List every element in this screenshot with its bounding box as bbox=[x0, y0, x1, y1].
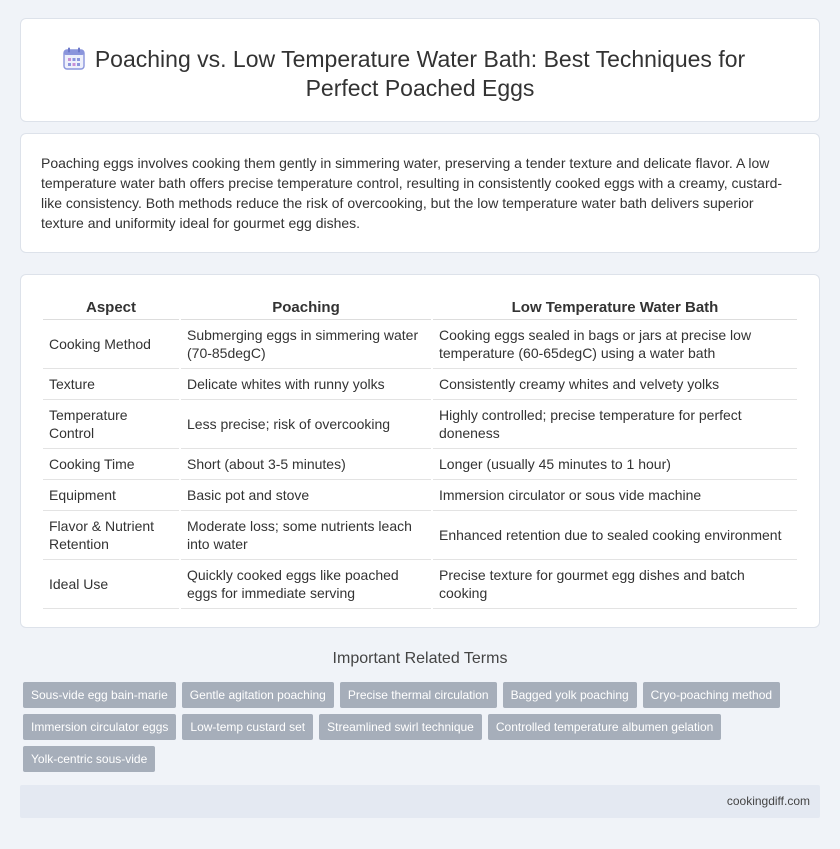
related-term-tag[interactable]: Yolk-centric sous-vide bbox=[23, 746, 155, 772]
column-header-water-bath: Low Temperature Water Bath bbox=[433, 295, 797, 320]
page-title: Poaching vs. Low Temperature Water Bath: Best Techniques for Perfect Poached Eggs bbox=[94, 46, 746, 101]
comparison-table-card bbox=[20, 274, 820, 628]
table-cell: Ideal Use bbox=[43, 560, 179, 609]
table-cell: Equipment bbox=[43, 480, 179, 511]
table-header-row bbox=[43, 295, 797, 320]
related-term-tag[interactable]: Streamlined swirl technique bbox=[319, 714, 482, 740]
table-row bbox=[43, 511, 797, 560]
table-row bbox=[43, 320, 797, 369]
footer bbox=[20, 785, 820, 818]
related-terms-heading: Important Related Terms bbox=[332, 650, 508, 667]
comparison-table bbox=[41, 295, 799, 609]
related-term-tag[interactable]: Immersion circulator eggs bbox=[23, 714, 176, 740]
table-cell: Quickly cooked eggs like poached eggs for immediate serving bbox=[181, 560, 431, 609]
table-cell: Enhanced retention due to sealed cooking environment bbox=[433, 511, 797, 560]
table-cell: Submerging eggs in simmering water (70-85degC) bbox=[181, 320, 431, 369]
related-terms-list bbox=[23, 682, 813, 772]
table-cell: Texture bbox=[43, 369, 179, 400]
table-cell: Cooking Time bbox=[43, 449, 179, 480]
related-term-tag[interactable]: Low-temp custard set bbox=[182, 714, 313, 740]
table-row bbox=[43, 449, 797, 480]
table-cell: Short (about 3-5 minutes) bbox=[181, 449, 431, 480]
intro-paragraph: Poaching eggs involves cooking them gently in simmering water, preserving a tender texture and delicate flavor. A low temperature water bath offers precise temperature control, resulting in consistently cooked eggs with a creamy, custard-like consistency. Both methods reduce the risk of overcooking, but the low temperature water bath delivers superior texture and uniformity ideal for gourmet egg dishes. bbox=[41, 155, 783, 231]
table-cell: Consistently creamy whites and velvety yolks bbox=[433, 369, 797, 400]
title-card bbox=[20, 18, 820, 122]
table-cell: Flavor & Nutrient Retention bbox=[43, 511, 179, 560]
table-row bbox=[43, 480, 797, 511]
table-cell: Temperature Control bbox=[43, 400, 179, 449]
table-cell: Basic pot and stove bbox=[181, 480, 431, 511]
related-term-tag[interactable]: Controlled temperature albumen gelation bbox=[488, 714, 721, 740]
related-term-tag[interactable]: Bagged yolk poaching bbox=[503, 682, 637, 708]
related-term-tag[interactable]: Sous-vide egg bain-marie bbox=[23, 682, 176, 708]
table-cell: Highly controlled; precise temperature for perfect doneness bbox=[433, 400, 797, 449]
table-cell: Delicate whites with runny yolks bbox=[181, 369, 431, 400]
footer-site-link[interactable]: cookingdiff.com bbox=[726, 794, 810, 808]
column-header-aspect: Aspect bbox=[43, 295, 179, 320]
table-row bbox=[43, 560, 797, 609]
table-cell: Precise texture for gourmet egg dishes and batch cooking bbox=[433, 560, 797, 609]
table-row bbox=[43, 369, 797, 400]
column-header-poaching: Poaching bbox=[181, 295, 431, 320]
related-term-tag[interactable]: Gentle agitation poaching bbox=[182, 682, 334, 708]
table-cell: Longer (usually 45 minutes to 1 hour) bbox=[433, 449, 797, 480]
table-cell: Cooking eggs sealed in bags or jars at precise low temperature (60-65degC) using a water bath bbox=[433, 320, 797, 369]
table-cell: Cooking Method bbox=[43, 320, 179, 369]
table-cell: Immersion circulator or sous vide machine bbox=[433, 480, 797, 511]
table-row bbox=[43, 400, 797, 449]
table-cell: Less precise; risk of overcooking bbox=[181, 400, 431, 449]
intro-card bbox=[20, 133, 820, 253]
related-term-tag[interactable]: Precise thermal circulation bbox=[340, 682, 497, 708]
table-cell: Moderate loss; some nutrients leach into water bbox=[181, 511, 431, 560]
related-term-tag[interactable]: Cryo-poaching method bbox=[643, 682, 780, 708]
